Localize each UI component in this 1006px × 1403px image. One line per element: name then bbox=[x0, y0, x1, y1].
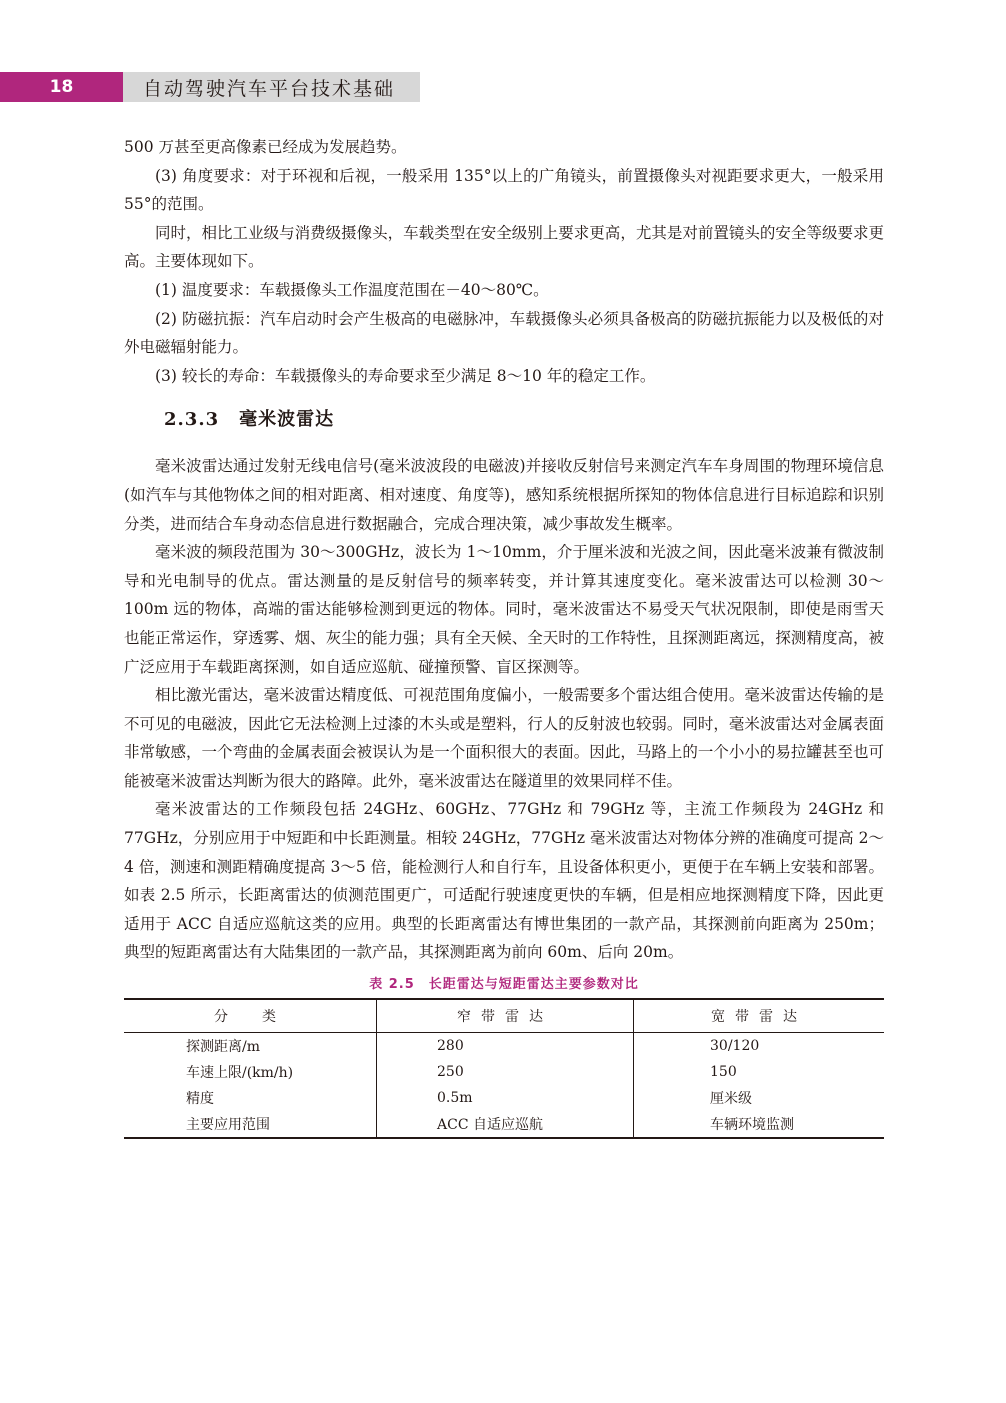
table-row bbox=[124, 1085, 884, 1111]
table-cell: 车速上限/(km/h) bbox=[186, 1065, 294, 1082]
paragraph: (3) 较长的寿命：车载摄像头的寿命要求至少满足 8～10 年的稳定工作。 bbox=[155, 366, 656, 385]
paragraph: 相比激光雷达，毫米波雷达精度低、可视范围角度偏小，一般需要多个雷达组合使用。毫米波雷达传输的是不可见的电磁波，因此它无法检测上过漆的木头或是塑料，行人的反射波也较弱。同时，毫米波雷达对金属表面非常敏感，一个弯曲的金属表面会被误认为是一个面积很大的表面。因此，马路上的一个小小的易拉罐甚至也可能被毫米波雷达判断为很大的路障。此外，毫米波雷达在隧道里的效果同样不佳。 bbox=[124, 686, 884, 790]
table-cell: 280 bbox=[377, 1033, 634, 1060]
section-number: 2.3.3 bbox=[164, 409, 220, 431]
paragraph: 毫米波雷达的工作频段包括 24GHz、60GHz、77GHz 和 79GHz 等，主流工作频段为 24GHz 和 77GHz，分别应用于中短距和中长距测量。相较 24GHz，77GHz 毫米波雷达对物体分辨的准确度可提高 2～4 倍，测速和测距精确度提高 3～5 倍，能检测行人和自行车，且设备体积更小，更便于在车辆上安装和部署。如表 2.5 所示，长距离雷达的侦测范围更广，可适配行驶速度更快的车辆，但是相应地探测精度下降，因此更适用于 ACC 自适应巡航这类的应用。典型的长距离雷达有博世集团的一款产品，其探测前向距离为 250m；典型的短距离雷达有大陆集团的一款产品，其探测距离为前向 60m、后向 20m。 bbox=[124, 800, 884, 962]
table-cell: 车辆环境监测 bbox=[634, 1111, 885, 1138]
page-content bbox=[124, 133, 884, 1139]
table-cell: ACC 自适应巡航 bbox=[377, 1111, 634, 1138]
page-number: 18 bbox=[0, 72, 123, 102]
table-row bbox=[124, 1059, 884, 1085]
paragraph: 毫米波雷达通过发射无线电信号(毫米波波段的电磁波)并接收反射信号来测定汽车车身周围的物理环境信息(如汽车与其他物体之间的相对距离、相对速度、角度等)，感知系统根据所探知的物体信息进行目标追踪和识别分类，进而结合车身动态信息进行数据融合，完成合理决策，减少事故发生概率。 bbox=[124, 457, 884, 533]
table-caption: 表 2.5 长距雷达与短距雷达主要参数对比 bbox=[369, 977, 639, 993]
column-header: 宽带雷达 bbox=[634, 999, 885, 1033]
table-cell: 150 bbox=[634, 1059, 885, 1085]
table-header-row bbox=[124, 999, 884, 1033]
paragraph: (3) 角度要求：对于环视和后视，一般采用 135°以上的广角镜头，前置摄像头对视距要求更大，一般采用 55°的范围。 bbox=[124, 166, 884, 214]
table-cell: 精度 bbox=[186, 1091, 214, 1108]
table-row bbox=[124, 1111, 884, 1138]
table-cell: 探测距离/m bbox=[186, 1039, 260, 1056]
table-cell: 主要应用范围 bbox=[124, 1111, 377, 1138]
column-header: 分 类 bbox=[124, 999, 377, 1033]
section-title: 毫米波雷达 bbox=[239, 409, 335, 431]
comparison-table bbox=[124, 998, 884, 1139]
paragraph: 同时，相比工业级与消费级摄像头，车载类型在安全级别上要求更高，尤其是对前置镜头的安全等级要求更高。主要体现如下。 bbox=[124, 223, 884, 271]
paragraph: (1) 温度要求：车载摄像头工作温度范围在－40～80℃。 bbox=[155, 280, 549, 299]
section-heading bbox=[164, 404, 884, 436]
paragraphs-before bbox=[124, 133, 884, 390]
paragraphs-after bbox=[124, 452, 884, 967]
book-title: 自动驾驶汽车平台技术基础 bbox=[123, 72, 420, 102]
table-cell: 0.5m bbox=[377, 1085, 634, 1111]
paragraph: 毫米波的频段范围为 30～300GHz，波长为 1～10mm，介于厘米波和光波之间，因此毫米波兼有微波制导和光电制导的优点。雷达测量的是反射信号的频率转变，并计算其速度变化。毫米波雷达可以检测 30～100m 远的物体，高端的雷达能够检测到更远的物体。同时，毫米波雷达不易受天气状况限制，即使是雨雪天也能正常运作，穿透雾、烟、灰尘的能力强；具有全天候、全天时的工作特性，且探测距离远，探测精度高，被广泛应用于车载距离探测，如自适应巡航、碰撞预警、盲区探测等。 bbox=[124, 543, 884, 676]
table-cell: 250 bbox=[377, 1059, 634, 1085]
page-header bbox=[0, 72, 420, 102]
table-cell: 厘米级 bbox=[634, 1085, 885, 1111]
table-row bbox=[124, 1033, 884, 1060]
paragraph: 500 万甚至更高像素已经成为发展趋势。 bbox=[124, 138, 407, 156]
table-cell: 30/120 bbox=[634, 1033, 885, 1060]
column-header: 窄带雷达 bbox=[377, 999, 634, 1033]
paragraph: (2) 防磁抗振：汽车启动时会产生极高的电磁脉冲，车载摄像头必须具备极高的防磁抗振能力以及极低的对外电磁辐射能力。 bbox=[124, 309, 884, 357]
